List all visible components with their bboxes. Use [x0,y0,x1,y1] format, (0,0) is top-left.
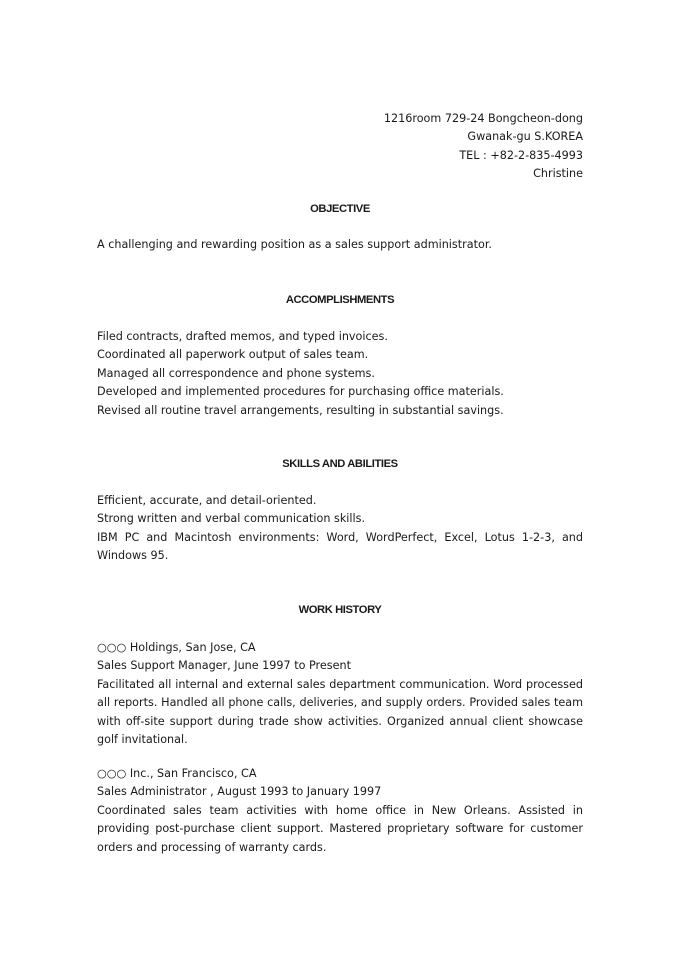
job-title: Sales Administrator , August 1993 to January 1997 [97,785,382,799]
telephone: TEL : +82-2-835-4993 [459,148,583,162]
job-description: Facilitated all internal and external sales department communication. Word processed all reports. Handled all phone calls, deliveries, and supply orders. Provided sales team with off-site support during trade show activities. Organized annual client showcase golf invitational. [97,677,583,747]
applicant-name: Christine [533,167,583,181]
job-description: Coordinated sales team activities with home office in New Orleans. Assisted in providing post-purchase client support. Mastered proprietary software for customer orders and processing of warranty cards. [97,803,583,854]
accomplishments-heading: ACCOMPLISHMENTS [285,294,395,306]
objective-heading: OBJECTIVE [310,203,370,215]
objective-section [97,236,583,254]
list-item: Revised all routine travel arrangements, resulting in substantial savings. [97,403,504,417]
list-item: Developed and implemented procedures for purchasing office materials. [97,385,504,399]
job-title: Sales Support Manager, June 1997 to Present [97,659,351,673]
skills-heading: SKILLS AND ABILITIES [282,458,398,470]
address-line-1: 1216room 729-24 Bongcheon-dong [383,112,583,125]
accomplishments-list [97,328,583,420]
contact-block [384,110,583,184]
skills-list [97,492,583,566]
job-entry-1 [97,639,583,749]
list-item: Strong written and verbal communication skills. [97,512,366,526]
list-item: Efficient, accurate, and detail-oriented. [97,494,317,507]
list-item: Managed all correspondence and phone systems. [97,366,375,380]
address-line-2: Gwanak-gu S.KOREA [467,130,583,144]
list-item: Filed contracts, drafted memos, and typed invoices. [97,330,388,343]
work-history-heading: WORK HISTORY [298,604,382,616]
objective-text: A challenging and rewarding position as a sales support administrator. [97,238,492,251]
list-item: Coordinated all paperwork output of sales team. [97,348,369,362]
list-item: IBM PC and Macintosh environments: Word, WordPerfect, Excel, Lotus 1-2-3, and Windows 95. [97,530,583,563]
job-company: ○○○ Inc., San Francisco, CA [97,767,257,780]
job-company: ○○○ Holdings, San Jose, CA [97,641,256,654]
job-entry-2 [97,765,583,857]
